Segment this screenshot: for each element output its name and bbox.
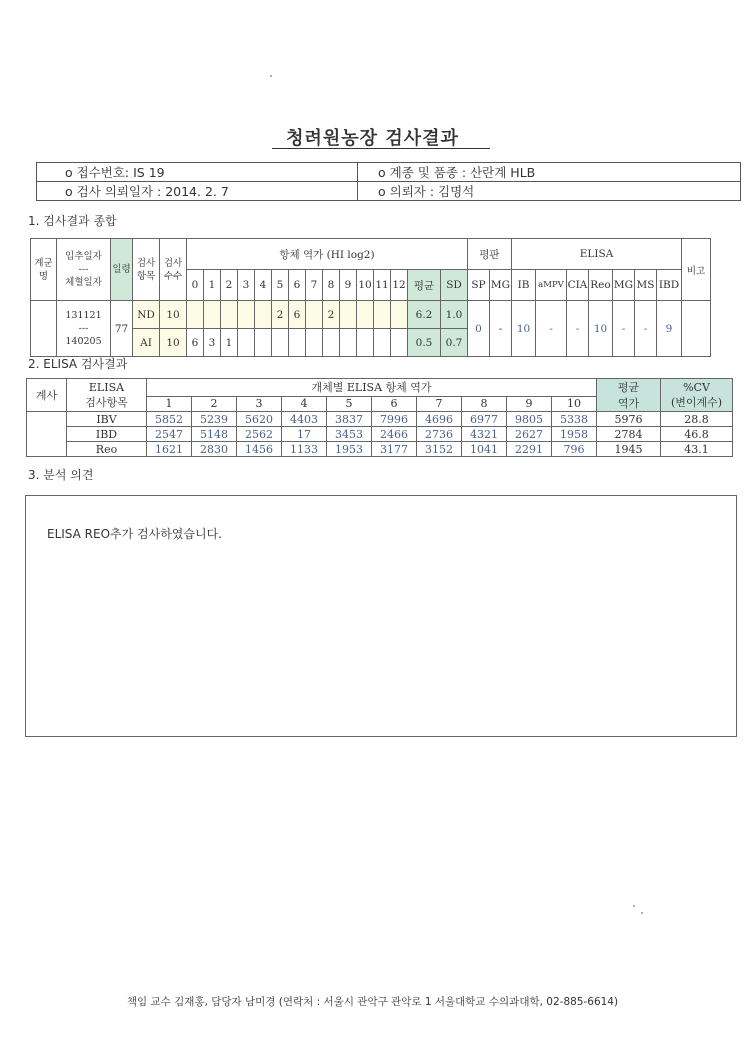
sample-count: 10: [160, 301, 187, 329]
mean-titer: 5976: [597, 412, 661, 427]
elisa-item-header: ELISA 검사항목: [67, 379, 147, 412]
titer-value: 9805: [507, 412, 552, 427]
titer-value: 3453: [327, 427, 372, 442]
sp-header: SP: [468, 270, 490, 301]
titer-count: [357, 329, 374, 357]
elisa-col-reo: Reo: [589, 270, 613, 301]
section-1-title: 1. 검사결과 종합: [28, 214, 117, 228]
title-underline: [272, 148, 490, 149]
individual-titer-header: 개체별 ELISA 항체 역가: [147, 379, 597, 397]
test-item: ND: [133, 301, 160, 329]
elisa-col-cia: CIA: [567, 270, 589, 301]
titer-header: 항체 역가 (HI log2): [187, 239, 468, 270]
sample-col-10: 10: [552, 396, 597, 411]
titer-count: [391, 301, 408, 329]
titer-value: 2736: [417, 427, 462, 442]
elisa-value-reo: 10: [589, 301, 613, 357]
footer-contact: 책임 교수 김재홍, 담당자 남미경 (연락처 : 서울시 관악구 관악로 1 서울대학교 수의과대학, 02-885-6614): [126, 996, 619, 1008]
titer-count: 2: [272, 301, 289, 329]
titer-level-12: 12: [391, 270, 408, 301]
titer-count: 1: [221, 329, 238, 357]
elisa-value-ampv: -: [536, 301, 567, 357]
note-header: 비고: [682, 239, 711, 301]
titer-value: 4403: [282, 412, 327, 427]
elisa-col-ib: IB: [512, 270, 536, 301]
titer-value: 3152: [417, 442, 462, 457]
elisa-table: [26, 378, 733, 457]
elisa-col-ibd: IBD: [657, 270, 682, 301]
elisa-value-cia: -: [567, 301, 589, 357]
age-header: 일령: [111, 239, 133, 301]
titer-count: [187, 301, 204, 329]
elisa-col-ampv: aMPV: [536, 270, 567, 301]
note-cell: [682, 301, 711, 357]
titer-value: 796: [552, 442, 597, 457]
mean-titer-header: 평균 역가: [597, 379, 661, 412]
titer-count: [357, 301, 374, 329]
info-table: [36, 162, 741, 201]
elisa-col-ms: MS: [635, 270, 657, 301]
mean-titer: 1945: [597, 442, 661, 457]
elisa-row: [27, 442, 733, 457]
titer-level-2: 2: [221, 270, 238, 301]
sample-col-9: 9: [507, 396, 552, 411]
test-item: AI: [133, 329, 160, 357]
titer-level-4: 4: [255, 270, 272, 301]
elisa-header: ELISA: [512, 239, 682, 270]
titer-value: 3177: [372, 442, 417, 457]
group-header: 계군명: [31, 239, 57, 301]
titer-count: 3: [204, 329, 221, 357]
titer-count: [374, 329, 391, 357]
titer-value: 2547: [147, 427, 192, 442]
elisa-item-name: IBV: [67, 412, 147, 427]
receipt-number: o 접수번호: IS 19: [37, 163, 358, 182]
breed: o 계종 및 품종 : 산란계 HLB: [358, 163, 741, 182]
sample-col-2: 2: [192, 396, 237, 411]
titer-value: 4321: [462, 427, 507, 442]
elisa-col-mg: MG: [613, 270, 635, 301]
mean-value: 6.2: [408, 301, 441, 329]
titer-count: [272, 329, 289, 357]
titer-value: 2291: [507, 442, 552, 457]
elisa-value-ibd: 9: [657, 301, 682, 357]
mg-header: MG: [490, 270, 512, 301]
titer-value: 6977: [462, 412, 507, 427]
judge-header: 평판: [468, 239, 512, 270]
scan-speck: [641, 912, 643, 914]
titer-value: 5148: [192, 427, 237, 442]
titer-level-9: 9: [340, 270, 357, 301]
count-header: 검사수수: [160, 239, 187, 301]
summary-table: [30, 238, 711, 357]
mean-value: 0.5: [408, 329, 441, 357]
scan-speck: [633, 905, 635, 907]
titer-level-1: 1: [204, 270, 221, 301]
sample-count: 10: [160, 329, 187, 357]
sp-value: 0: [468, 301, 490, 357]
titer-value: 5852: [147, 412, 192, 427]
dates-cell: 131121 --- 140205: [57, 301, 111, 357]
titer-level-10: 10: [357, 270, 374, 301]
titer-value: 2627: [507, 427, 552, 442]
item-header: 검사항목: [133, 239, 160, 301]
titer-level-3: 3: [238, 270, 255, 301]
titer-count: [204, 301, 221, 329]
titer-count: 2: [323, 301, 340, 329]
elisa-value-mg: -: [613, 301, 635, 357]
titer-value: 7996: [372, 412, 417, 427]
titer-count: [255, 301, 272, 329]
cv-value: 28.8: [661, 412, 733, 427]
titer-value: 1133: [282, 442, 327, 457]
elisa-item-name: Reo: [67, 442, 147, 457]
titer-level-7: 7: [306, 270, 323, 301]
sample-col-7: 7: [417, 396, 462, 411]
titer-count: 6: [187, 329, 204, 357]
titer-level-11: 11: [374, 270, 391, 301]
titer-level-8: 8: [323, 270, 340, 301]
requester: o 의뢰자 : 김명석: [358, 182, 741, 201]
age-cell: 77: [111, 301, 133, 357]
sample-col-8: 8: [462, 396, 507, 411]
titer-count: [374, 301, 391, 329]
elisa-value-ib: 10: [512, 301, 536, 357]
scan-speck: [270, 75, 272, 77]
titer-value: 3837: [327, 412, 372, 427]
sample-col-3: 3: [237, 396, 282, 411]
mg-value: -: [490, 301, 512, 357]
elisa-row: [27, 427, 733, 442]
cv-header: %CV (변이계수): [661, 379, 733, 412]
titer-count: [289, 329, 306, 357]
opinion-text: ELISA REO추가 검사하였습니다.: [47, 527, 222, 541]
titer-value: 5620: [237, 412, 282, 427]
titer-value: 1953: [327, 442, 372, 457]
titer-value: 5239: [192, 412, 237, 427]
titer-value: 17: [282, 427, 327, 442]
titer-value: 2466: [372, 427, 417, 442]
report-title: 청려원농장 검사결과: [286, 128, 459, 149]
sd-header: SD: [441, 270, 468, 301]
titer-count: [255, 329, 272, 357]
titer-count: 6: [289, 301, 306, 329]
dates-header: 입추일자 --- 체혈일자: [57, 239, 111, 301]
titer-count: [306, 329, 323, 357]
titer-value: 1621: [147, 442, 192, 457]
section-3-title: 3. 분석 의견: [28, 468, 94, 482]
titer-value: 2830: [192, 442, 237, 457]
house-header: 계사: [27, 379, 67, 412]
titer-count: [221, 301, 238, 329]
titer-value: 5338: [552, 412, 597, 427]
mean-titer: 2784: [597, 427, 661, 442]
sample-col-5: 5: [327, 396, 372, 411]
titer-level-6: 6: [289, 270, 306, 301]
group-cell: [31, 301, 57, 357]
elisa-value-ms: -: [635, 301, 657, 357]
titer-value: 1456: [237, 442, 282, 457]
titer-count: [323, 329, 340, 357]
titer-count: [340, 329, 357, 357]
titer-count: [340, 301, 357, 329]
titer-count: [238, 301, 255, 329]
titer-value: 2562: [237, 427, 282, 442]
titer-value: 1958: [552, 427, 597, 442]
house-cell: [27, 412, 67, 457]
sample-col-6: 6: [372, 396, 417, 411]
sample-col-1: 1: [147, 396, 192, 411]
titer-level-0: 0: [187, 270, 204, 301]
request-date: o 검사 의뢰일자 : 2014. 2. 7: [37, 182, 358, 201]
titer-value: 1041: [462, 442, 507, 457]
elisa-row: [27, 412, 733, 427]
cv-value: 43.1: [661, 442, 733, 457]
sample-col-4: 4: [282, 396, 327, 411]
summary-row: [31, 301, 711, 329]
titer-value: 4696: [417, 412, 462, 427]
mean-header: 평균: [408, 270, 441, 301]
sd-value: 0.7: [441, 329, 468, 357]
sd-value: 1.0: [441, 301, 468, 329]
titer-level-5: 5: [272, 270, 289, 301]
elisa-item-name: IBD: [67, 427, 147, 442]
titer-count: [391, 329, 408, 357]
section-2-title: 2. ELISA 검사결과: [28, 357, 128, 371]
cv-value: 46.8: [661, 427, 733, 442]
titer-count: [306, 301, 323, 329]
titer-count: [238, 329, 255, 357]
